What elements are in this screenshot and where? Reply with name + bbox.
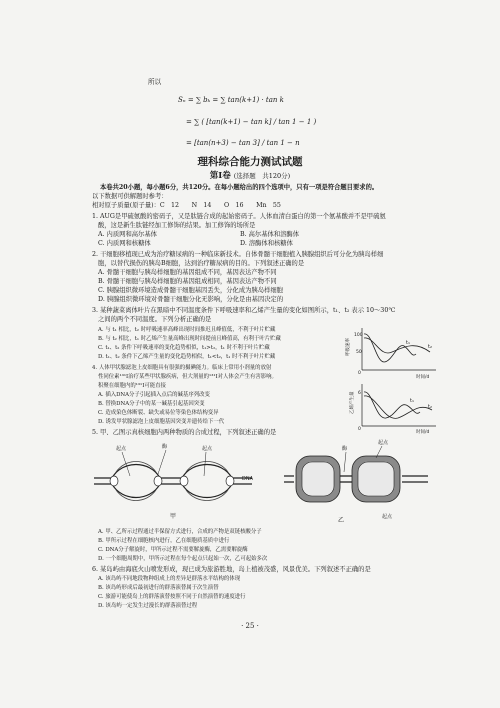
q4-option-b: B. 替换DNA分子中的某一碱基引起基因突变 xyxy=(98,401,205,407)
q2-option-a: A. 骨髓干细胞与胰岛样细胞的基因组成不同，基因表达产物不同 xyxy=(98,269,277,276)
q1-option-b: B. 高尔基体和溶酶体 xyxy=(240,231,300,238)
q5-left-enzyme: 酶 xyxy=(162,444,168,450)
q3-top-tick-100: 100 xyxy=(354,333,363,338)
q6-option-c: C. 旅游可能使岛上的群落演替按照不同于自然演替的速度进行 xyxy=(98,594,246,600)
q3-option-a: A. 与 t₁ 相比，t₂ 时呼吸速率高峰出现时间推迟且峰值低，不利于叶片贮藏 xyxy=(98,327,276,333)
q3-top-ylabel: 呼吸速率 xyxy=(346,338,351,356)
q4-option-c: C. 造成染色体断裂、缺失或易位等染色体结构变异 xyxy=(98,410,219,416)
q5-figure-right xyxy=(282,436,432,526)
math-line-2: = ∑ ( [tan(k+1) − tan k] / tan 1 − 1 ) xyxy=(186,118,317,126)
instructions-line-3: 相对原子质量(原子量)：C 12 N 14 O 16 Mn 55 xyxy=(92,202,281,209)
q1-option-d: D. 溶酶体和核糖体 xyxy=(240,240,293,247)
q3-bottom-xlabel: 时间/d xyxy=(416,430,430,434)
part-label: 第Ⅰ卷 xyxy=(209,171,231,181)
q4-option-a: A. 插入DNA分子引起插入点后的碱基序列改变 xyxy=(98,392,210,398)
q5-stem: 5. 甲、乙图示真核细胞内两种物质的合成过程，下列叙述正确的是 xyxy=(92,429,277,436)
q6-option-b: B. 该岛屿形成后最初进行的群落演替属于次生演替 xyxy=(98,585,219,591)
q3-top-curve-t2 xyxy=(364,338,430,353)
q3-option-c: C. t₁、t₂ 条件下呼吸速率的变化趋势相似，t₁>t₂，t₁ 时不利于叶片贮藏 xyxy=(98,345,270,351)
part-heading xyxy=(0,171,500,182)
q4-stem-2: 性同位素¹³¹I治疗某些甲状腺疾病，但大剂量的¹³¹I对人体会产生有害影响。 xyxy=(98,374,277,380)
q1-option-c: C. 内质网和核糖体 xyxy=(98,240,151,247)
q6-stem: 6. 某岛屿由海底火山喷发形成，现已成为旅游胜地，岛上植被茂盛，风景优美。下列叙述不正确的是 xyxy=(92,566,371,573)
q1-stem-1: 1. AUG是甲硫氨酸的密码子，又是肽链合成的起始密码子。人体血清白蛋白的第一个氨基酸并不是甲硫氨 xyxy=(92,213,386,220)
q3-stem-2: 之间的两个不同温度。下列分析正确的是 xyxy=(98,316,212,323)
q5-left-dna: DNA xyxy=(242,476,254,482)
q5-right-label: 乙 xyxy=(338,517,345,524)
q3-bottom-label-t2: t₂ xyxy=(428,404,432,410)
q3-top-tick-0: 0 xyxy=(358,371,361,376)
q5-left-origin-1: 起点 xyxy=(116,446,127,452)
q4-stem-3: 积聚在细胞内的¹³¹I可能直接 xyxy=(98,383,166,389)
q3-bottom-ylabel: 乙烯产生量 xyxy=(350,391,355,414)
math-intro: 所以 xyxy=(148,78,162,86)
q3-bottom-label-t1: t₁ xyxy=(410,398,414,404)
q3-stem-1: 3. 某种蔬菜离体叶片在黑暗中不同温度条件下呼吸速率和乙烯产生量的变化如图所示，t₁、t₂ 表示 10～30℃ xyxy=(92,307,396,314)
q3-bottom-curve-t2 xyxy=(364,396,432,418)
q6-option-a: A. 该岛屿不同地段物种组成上的差异是群落水平结构的体现 xyxy=(98,576,241,582)
q2-stem-2: 胞，以替代损伤的胰岛B细胞，达到治疗糖尿病的目的。下列叙述正确的是 xyxy=(98,260,305,267)
q3-option-d: D. t₁、t₂ 条件下乙烯产生量的变化趋势相似，t₁<t₂，t₁ 时不利于叶片贮藏 xyxy=(98,354,276,360)
q4-stem-1: 4. 人体甲状腺滤泡上皮细胞具有很强的摄碘能力。临床上常用小剂量的放射 xyxy=(92,365,272,371)
q3-top-tick-50: 50 xyxy=(356,350,362,355)
q6-option-d: D. 该岛屿一定发生过漫长的群落演替过程 xyxy=(98,603,198,609)
q5-right-origin-top: 起点 xyxy=(378,440,389,446)
q3-top-xlabel: 时间/d xyxy=(416,375,430,380)
q1-stem-2: 酸，这是新生肽链经加工修饰的结果。加工修饰的场所是 xyxy=(98,222,256,229)
part-note: (选择题 共120分) xyxy=(233,172,291,180)
q5-right-origin-bottom: 起点 xyxy=(382,514,393,520)
instructions-line-2: 以下数据可供解题时参考： xyxy=(92,193,168,200)
q5-left-origin-2: 起点 xyxy=(202,446,213,452)
q3-figure xyxy=(344,322,440,434)
math-line-1: Sₙ = ∑ bₖ = ∑ tan(k+1) · tan k xyxy=(178,96,284,104)
q2-option-b: B. 骨髓干细胞与胰岛样细胞的基因组成相同，基因表达产物不同 xyxy=(98,278,277,285)
q3-top-curve-t1 xyxy=(364,334,416,362)
q3-bottom-curve-t1 xyxy=(364,392,420,418)
q2-option-d: D. 胰腺组织微环境对骨髓干细胞分化无影响，分化是由基因决定的 xyxy=(98,296,284,303)
q4-option-d: D. 诱发甲状腺滤泡上皮细胞基因突变并遗传给下一代 xyxy=(98,419,225,425)
q1-option-a: A. 内质网和高尔基体 xyxy=(98,231,157,238)
q5-option-c: C. DNA分子解旋时，甲所示过程不需要解旋酶，乙需要解旋酶 xyxy=(98,547,248,553)
q3-bottom-tick-0: 0 xyxy=(358,427,361,432)
q5-right-enzyme: 酶 xyxy=(342,446,348,452)
q2-option-c: C. 胰腺组织微环境造成骨髓干细胞基因丢失，分化成为胰岛样细胞 xyxy=(98,287,283,294)
q3-option-b: B. 与 t₂ 相比，t₁ 时乙烯产生量高峰出现时间提前且峰值高，有利于叶片贮藏 xyxy=(98,336,281,342)
q5-option-a: A. 甲、乙所示过程通过半保留方式进行，合成的产物是双链核酸分子 xyxy=(98,529,262,535)
q2-stem-1: 2. 干细胞移植现已成为治疗糖尿病的一种临床新技术。自体骨髓干细胞植入胰腺组织后可分化为胰岛样细 xyxy=(92,251,384,258)
q5-option-b: B. 甲所示过程在细胞核内进行，乙在细胞质基质中进行 xyxy=(98,538,230,544)
exam-title: 理科综合能力测试试题 xyxy=(197,156,303,168)
q3-top-label-t2: t₂ xyxy=(428,344,432,350)
q5-option-d: D. 一个细胞周期中，甲所示过程在每个起点只起始一次，乙可起始多次 xyxy=(98,556,268,562)
q5-figure-left xyxy=(92,440,262,522)
q3-top-label-t1: t₁ xyxy=(406,340,410,346)
q3-bottom-tick-6: 6 xyxy=(358,391,361,396)
page-number: · 25 · xyxy=(241,622,259,630)
math-line-3: = [tan(n+3) − tan 3] / tan 1 − n xyxy=(186,139,300,147)
instructions-line-1: 本卷共20小题，每小题6分，共120分。在每小题给出的四个选项中，只有一项是符合题目要求的。 xyxy=(100,184,379,191)
q5-left-label: 甲 xyxy=(170,513,177,520)
